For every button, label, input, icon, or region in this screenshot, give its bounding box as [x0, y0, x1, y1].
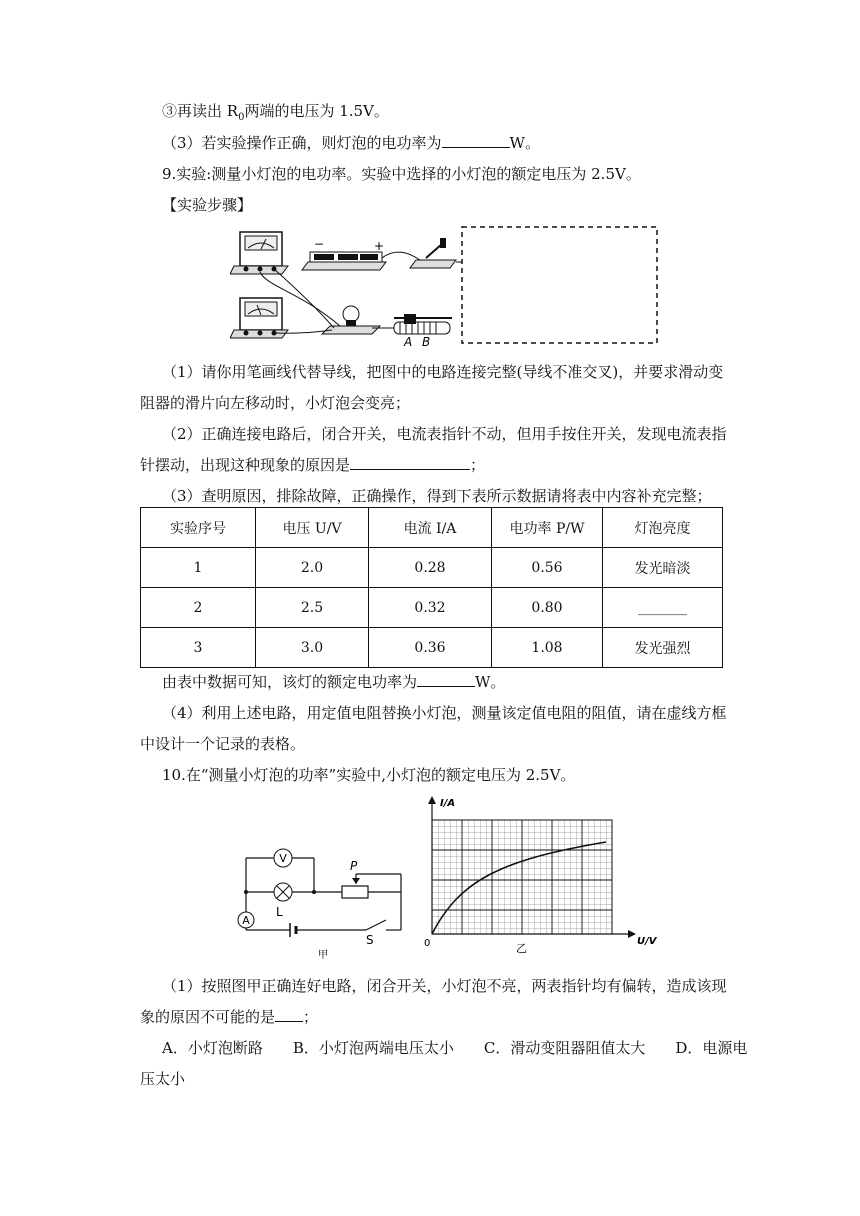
section-heading: 【实验步骤】: [162, 196, 253, 214]
table-header-cell: 电流 I/A: [369, 508, 492, 548]
table-header-cell: 电压 U/V: [256, 508, 369, 548]
question-9-title: 9.实验:测量小灯泡的电功率。实验中选择的小灯泡的额定电压为 2.5V。: [162, 165, 641, 183]
svg-text:B: B: [422, 335, 431, 347]
question-9-3: （3）查明原因，排除故障，正确操作，得到下表所示数据请将表中内容补充完整；: [162, 487, 712, 505]
sliding-rheostat: [394, 314, 452, 347]
question-9-4-a: （4）利用上述电路，用定值电阻替换小灯泡，测量该定值电阻的阻值，请在虚线方框: [162, 704, 727, 722]
answer-blank[interactable]: [442, 133, 510, 148]
table-cell: 0.36: [369, 628, 492, 668]
options-line-cont: 压太小: [140, 1070, 186, 1088]
question-9-4-b: 中设计一个记录的表格。: [140, 735, 306, 753]
rated-power-question: 由表中数据可知，该灯的额定电功率为 W。: [162, 673, 506, 691]
answer-blank[interactable]: [417, 672, 475, 687]
table-cell-blank[interactable]: _______: [603, 588, 723, 628]
question-9-2-a: （2）正确连接电路后，闭合开关，电流表指针不动，但用手按住开关，发现电流表指: [162, 425, 727, 443]
svg-text:乙: 乙: [516, 942, 527, 955]
options-line: A．小灯泡断路 B．小灯泡两端电压太小 C．滑动变阻器阻值太大 D．电源电: [162, 1039, 748, 1057]
line-q3-power: （3）若实验操作正确，则灯泡的电功率为 W。: [162, 134, 540, 152]
question-10-1-a: （1）按照图甲正确连好电路，闭合开关，小灯泡不亮，两表指针均有偏转，造成该现: [162, 977, 727, 995]
voltmeter-symbol: [274, 849, 292, 867]
iu-graph-yi: [420, 790, 670, 960]
table-cell: 3.0: [256, 628, 369, 668]
svg-text:I/A: I/A: [440, 798, 456, 809]
dashed-answer-box[interactable]: [462, 227, 657, 343]
svg-text:甲: 甲: [318, 950, 328, 960]
lamp-symbol: [274, 883, 292, 919]
table-header-row: [141, 508, 723, 548]
table-cell: 0.80: [492, 588, 603, 628]
voltmeter-device: [230, 298, 288, 338]
question-10-title: 10.在“测量小灯泡的功率”实验中,小灯泡的额定电压为 2.5V。: [162, 766, 576, 784]
line-step3: ③再读出 $R_0$两端的电压为 1.5V。: [162, 102, 389, 123]
table-cell: 1: [141, 548, 256, 588]
table-header-cell: 电功率 P/W: [492, 508, 603, 548]
table-cell: 0.32: [369, 588, 492, 628]
table-header-cell: 实验序号: [141, 508, 256, 548]
svg-text:V: V: [279, 852, 287, 865]
table-cell: 2.5: [256, 588, 369, 628]
table-cell: 1.08: [492, 628, 603, 668]
svg-text:0: 0: [424, 938, 431, 949]
table-cell: 2: [141, 588, 256, 628]
svg-text:L: L: [276, 905, 283, 919]
circuit-diagram-jia: [236, 840, 416, 960]
question-9-2-b: 针摆动，出现这种现象的原因是 ；: [140, 456, 486, 474]
table-cell: 2.0: [256, 548, 369, 588]
battery-pack: [302, 237, 386, 270]
table-row: [141, 588, 723, 628]
table-cell: 0.28: [369, 548, 492, 588]
table-row: [141, 628, 723, 668]
svg-text:+: +: [374, 239, 385, 253]
svg-text:A: A: [404, 335, 413, 347]
table-cell: 3: [141, 628, 256, 668]
svg-text:A: A: [242, 914, 250, 927]
question-10-1-b: 象的原因不可能的是 ；: [140, 1008, 319, 1026]
table-cell: 发光暗淡: [603, 548, 723, 588]
data-table: [140, 507, 723, 668]
experiment-apparatus-figure: [230, 222, 660, 347]
table-header-cell: 灯泡亮度: [603, 508, 723, 548]
ammeter-symbol: [238, 912, 254, 928]
svg-text:U/V: U/V: [637, 936, 657, 947]
knife-switch: [410, 238, 456, 268]
svg-text:P: P: [350, 859, 358, 873]
table-cell: 0.56: [492, 548, 603, 588]
ammeter-device: [230, 232, 288, 274]
table-cell: 发光强烈: [603, 628, 723, 668]
answer-blank[interactable]: [350, 455, 470, 470]
table-row: [141, 548, 723, 588]
svg-text:−: −: [314, 237, 325, 251]
question-9-1-a: （1）请你用笔画线代替导线，把图中的电路连接完整(导线不准交叉)，并要求滑动变: [162, 363, 724, 381]
answer-blank[interactable]: [275, 1007, 303, 1022]
question-9-1-b: 阻器的滑片向左移动时，小灯泡会变亮；: [140, 394, 411, 412]
svg-text:S: S: [366, 933, 374, 947]
